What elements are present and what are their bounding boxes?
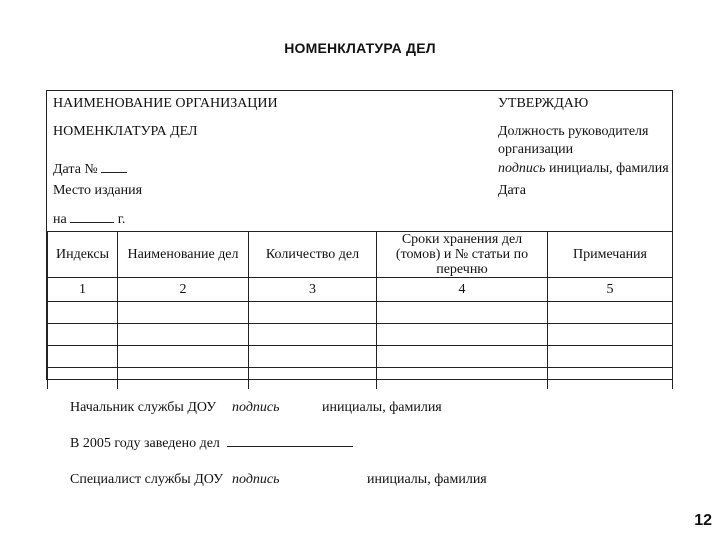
signature-line xyxy=(498,160,669,177)
table-cell[interactable] xyxy=(548,368,673,390)
table-row xyxy=(48,368,673,390)
column-number: 2 xyxy=(118,278,249,302)
table-cell[interactable] xyxy=(249,346,377,368)
table-cell[interactable] xyxy=(249,368,377,390)
table-cell[interactable] xyxy=(548,302,673,324)
table-cell[interactable] xyxy=(48,324,118,346)
column-number: 5 xyxy=(548,278,673,302)
specialist-signature-text: подпись xyxy=(232,472,280,487)
table-cell[interactable] xyxy=(48,368,118,390)
started-line xyxy=(70,435,353,452)
head-signature-text: подпись xyxy=(232,400,280,415)
table-row xyxy=(48,302,673,324)
table-cell[interactable] xyxy=(118,368,249,390)
position-line-1: Должность руководителя xyxy=(498,124,649,139)
year-line xyxy=(53,210,125,228)
approve-label: УТВЕРЖДАЮ xyxy=(498,96,589,111)
table-number-row xyxy=(48,278,673,302)
specialist-label: Специалист службы ДОУ xyxy=(70,472,223,487)
table-row xyxy=(48,346,673,368)
started-label: В 2005 году заведено дел xyxy=(70,436,220,451)
specialist-signature-label xyxy=(232,472,279,488)
column-number: 3 xyxy=(249,278,377,302)
table-cell[interactable] xyxy=(377,324,548,346)
doc-name-label: НОМЕНКЛАТУРА ДЕЛ xyxy=(53,124,198,139)
table-cell[interactable] xyxy=(118,302,249,324)
head-service-label: Начальник службы ДОУ xyxy=(70,400,217,415)
column-header: Примечания xyxy=(548,232,673,278)
column-header: Количество дел xyxy=(249,232,377,278)
table-row xyxy=(48,324,673,346)
column-number: 4 xyxy=(377,278,548,302)
specialist-initials-label: инициалы, фамилия xyxy=(367,472,487,487)
page-number: 12 xyxy=(694,512,712,529)
date-number-line xyxy=(53,160,127,178)
column-number: 1 xyxy=(48,278,118,302)
head-signature-label xyxy=(232,400,279,416)
table-cell[interactable] xyxy=(377,346,548,368)
year-suffix: г. xyxy=(117,212,126,227)
table-cell[interactable] xyxy=(548,346,673,368)
table-cell[interactable] xyxy=(118,346,249,368)
place-label: Место издания xyxy=(53,183,143,198)
column-header: Сроки хранения дел (томов) и № статьи по перечню xyxy=(377,232,548,278)
initials-label: инициалы, фамилия xyxy=(548,161,669,176)
nomenclature-table xyxy=(47,231,673,389)
table-cell[interactable] xyxy=(249,302,377,324)
nomenclature-form xyxy=(46,90,673,380)
signature-label: подпись xyxy=(498,161,546,176)
org-name-label: НАИМЕНОВАНИЕ ОРГАНИЗАЦИИ xyxy=(53,96,278,111)
table-cell[interactable] xyxy=(377,368,548,390)
table-cell[interactable] xyxy=(249,324,377,346)
table-cell[interactable] xyxy=(377,302,548,324)
column-header: Наименование дел xyxy=(118,232,249,278)
year-blank xyxy=(70,210,114,223)
date-number-label: Дата № xyxy=(53,162,98,177)
started-blank xyxy=(227,435,353,447)
head-initials-label: инициалы, фамилия xyxy=(322,400,442,415)
table-cell[interactable] xyxy=(118,324,249,346)
date-label: Дата xyxy=(498,183,526,198)
table-header-row xyxy=(48,232,673,278)
year-prefix: на xyxy=(53,212,67,227)
page-title: НОМЕНКЛАТУРА ДЕЛ xyxy=(284,40,436,56)
position-line-2: организации xyxy=(498,142,574,157)
table-cell[interactable] xyxy=(48,346,118,368)
table-cell[interactable] xyxy=(48,302,118,324)
column-header: Индексы xyxy=(48,232,118,278)
table-cell[interactable] xyxy=(548,324,673,346)
head-service-line xyxy=(70,400,216,416)
date-number-blank xyxy=(101,160,127,173)
